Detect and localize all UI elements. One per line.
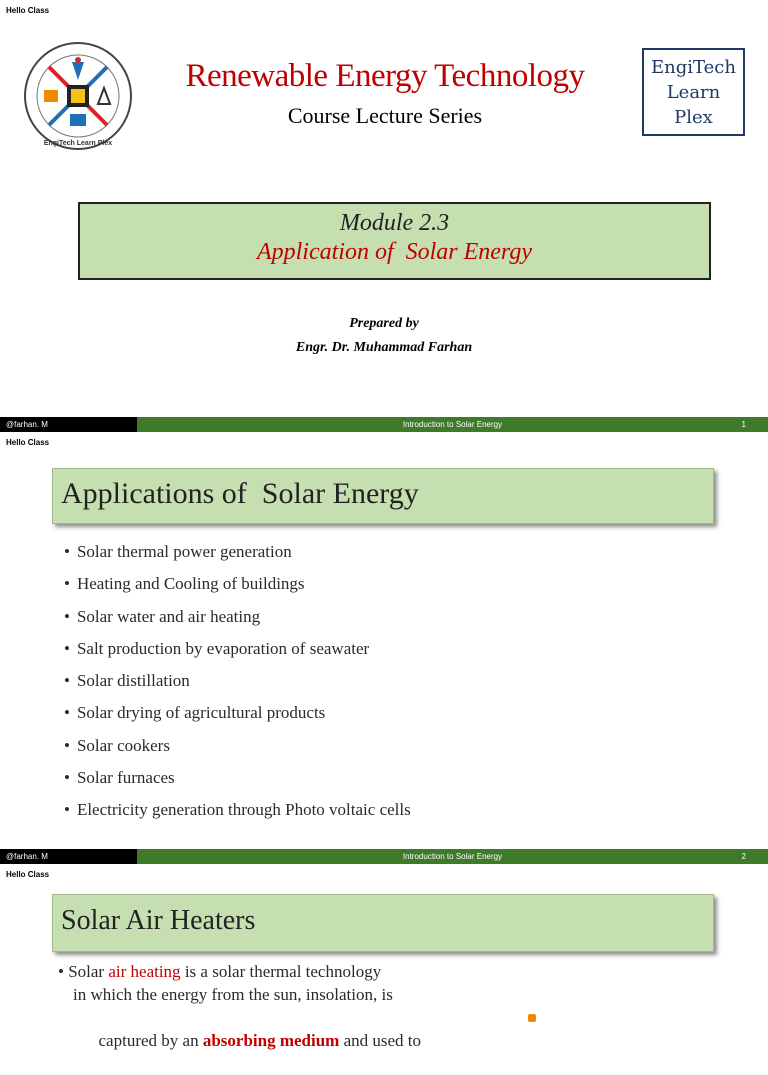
- footer-bar: [137, 417, 768, 432]
- text-run: is a solar thermal technology: [180, 962, 382, 981]
- list-item: • Solar cookers: [64, 730, 411, 762]
- footer-page-number: 1: [741, 420, 746, 429]
- intro-paragraph: [58, 960, 448, 1075]
- highlight-air-heating: air heating: [108, 962, 181, 981]
- applications-list: [64, 536, 411, 827]
- footer-topic: Introduction to Solar Energy: [402, 852, 503, 861]
- list-item: • Heating and Cooling of buildings: [64, 568, 411, 600]
- list-item: • Solar thermal power generation: [64, 536, 411, 568]
- hello-label: Hello Class: [6, 870, 50, 879]
- bullet: •: [58, 962, 69, 981]
- engitech-logo: [22, 40, 134, 152]
- badge-line: Plex: [674, 106, 713, 128]
- author-name: Engr. Dr. Muhammad Farhan: [295, 340, 473, 355]
- slide-footer: [0, 417, 768, 432]
- slide-heading: Solar Air Heaters: [61, 905, 256, 936]
- paragraph-line: in which the energy from the sun, insolation, is: [73, 985, 393, 1004]
- line-text: [58, 960, 381, 983]
- logo-ring-text: EngiTech Learn Plex: [43, 140, 113, 147]
- module-title: Application of Solar Energy: [256, 239, 533, 265]
- hello-label: Hello Class: [6, 6, 50, 15]
- footer-page-number: 2: [741, 852, 746, 861]
- text-run: captured by an: [98, 1031, 203, 1050]
- slide-2: [0, 432, 768, 864]
- list-item: • Solar drying of agricultural products: [64, 697, 411, 729]
- course-title: Renewable Energy Technology: [185, 58, 585, 94]
- paragraph-line: [58, 1006, 448, 1075]
- footer-author: @farhan. M: [0, 417, 137, 432]
- list-item: • Solar distillation: [64, 665, 411, 697]
- slide-1: [0, 0, 768, 432]
- list-item: • Solar water and air heating: [64, 601, 411, 633]
- highlight-absorbing-medium: absorbing medium: [202, 1031, 340, 1050]
- slide-heading: Applications of Solar Energy: [61, 477, 419, 510]
- hello-label: Hello Class: [6, 438, 50, 447]
- footer-bar: [137, 849, 768, 864]
- module-number: Module 2.3: [339, 210, 450, 236]
- slide-footer: [0, 849, 768, 864]
- prepared-by-label: Prepared by: [349, 316, 419, 331]
- badge-line: Learn: [666, 81, 721, 103]
- paragraph-line: [58, 960, 448, 983]
- text-run: and used to: [339, 1031, 422, 1050]
- course-subtitle: Course Lecture Series: [287, 103, 483, 128]
- engitech-badge: [642, 48, 745, 136]
- footer-author: @farhan. M: [0, 849, 137, 864]
- heading-box: [52, 468, 714, 524]
- heading-box: [52, 894, 714, 952]
- footer-topic: Introduction to Solar Energy: [402, 420, 503, 429]
- list-item: • Salt production by evaporation of seawater: [64, 633, 411, 665]
- decorative-graphic: [528, 1014, 536, 1022]
- list-item: • Solar furnaces: [64, 762, 411, 794]
- slide-3: [0, 864, 768, 1050]
- module-box: [78, 202, 711, 280]
- badge-line: EngiTech: [651, 56, 736, 78]
- list-item: • Electricity generation through Photo voltaic cells: [64, 794, 411, 826]
- text-run: Solar: [68, 962, 109, 981]
